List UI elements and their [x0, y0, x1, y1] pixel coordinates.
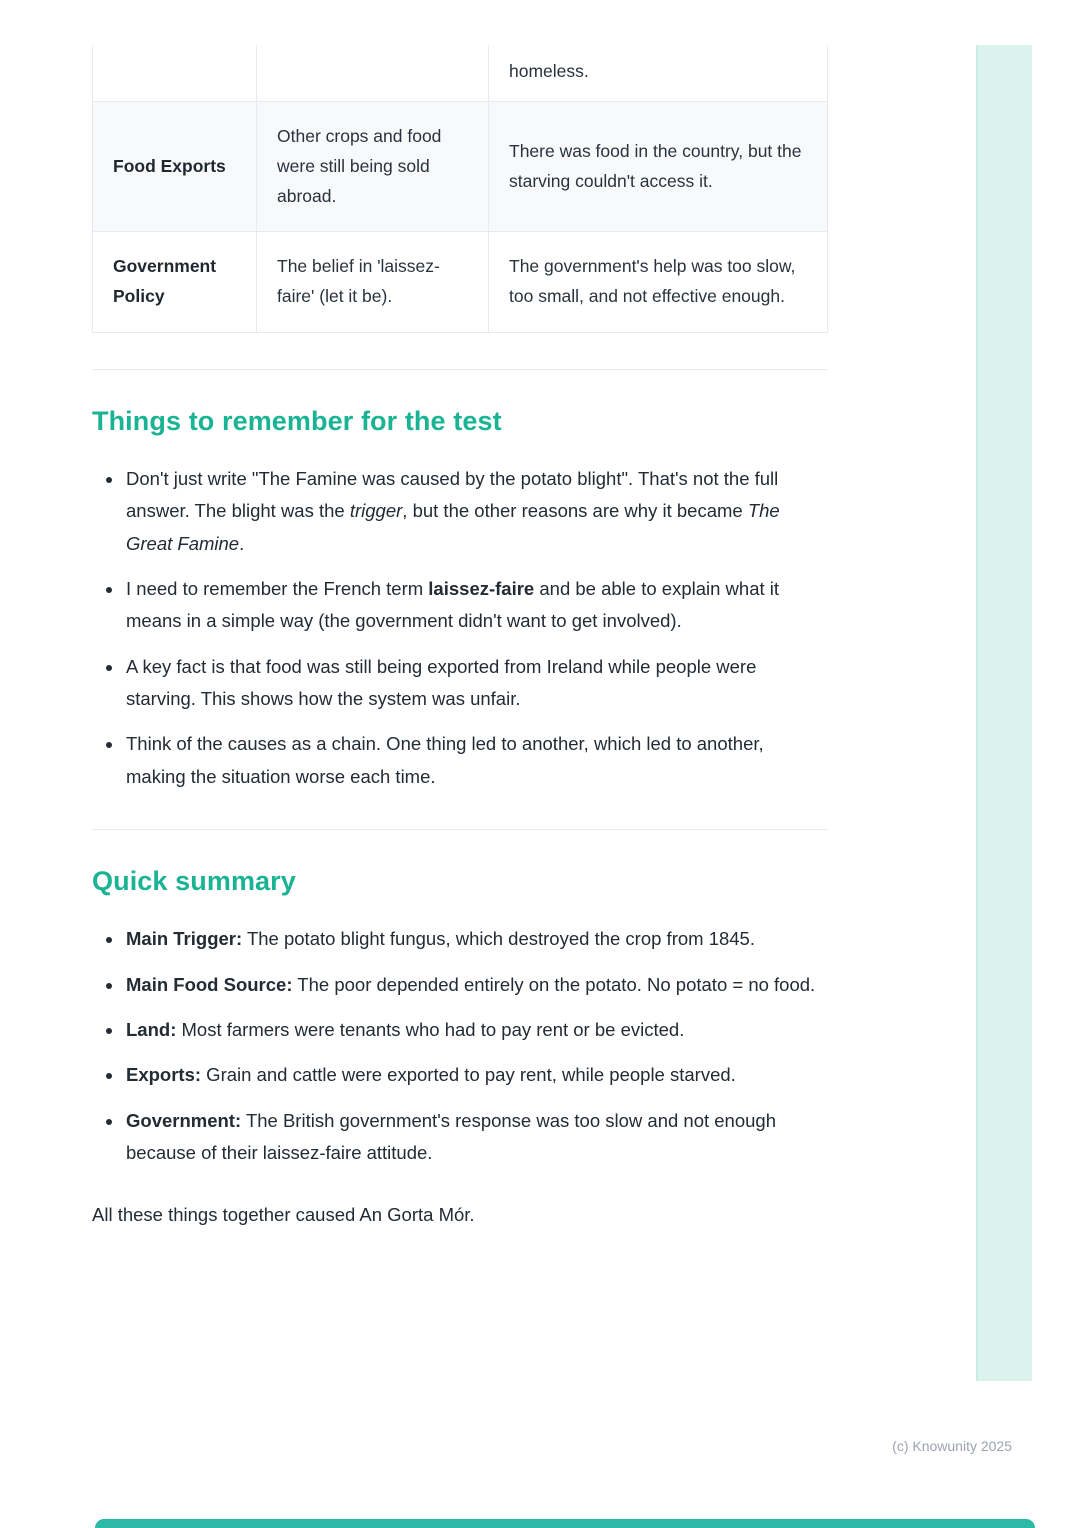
closing-paragraph: All these things together caused An Gorta Mór. — [92, 1204, 475, 1226]
table-cell: Food Exports — [93, 102, 257, 231]
list-item-text: A key fact is that food was still being exported from Ireland while people were starving. This shows how the system was unfair. — [126, 655, 757, 709]
table-row-partial — [93, 45, 827, 102]
table-cell: Government Policy — [93, 232, 257, 332]
list-item-text: . — [239, 532, 245, 554]
list-item-text: The potato blight fungus, which destroyed the crop from 1845. — [242, 928, 755, 950]
list-item — [124, 573, 828, 638]
list-item — [124, 651, 828, 716]
section-quick-summary — [92, 866, 828, 1169]
list-item-text: trigger — [349, 500, 403, 522]
next-page-top-edge — [95, 1519, 1035, 1528]
list-item-text: Grain and cattle were exported to pay rent, while people starved. — [201, 1064, 736, 1086]
list-item-text: Exports: — [126, 1064, 202, 1086]
list-item-text: Main Trigger: — [126, 928, 243, 950]
copyright-text: (c) Knowunity 2025 — [892, 1438, 1012, 1454]
list-item-text: Most farmers were tenants who had to pay rent or be evicted. — [176, 1018, 685, 1040]
side-stripe — [976, 45, 1032, 1381]
causes-table — [92, 45, 828, 333]
list-item-text: , but the other reasons are why it became — [402, 500, 748, 522]
table-cell — [93, 45, 257, 101]
list-item — [124, 923, 828, 955]
table-cell: There was food in the country, but the starving couldn't access it. — [509, 140, 802, 191]
list-item — [124, 463, 828, 560]
list-item-text: The poor depended entirely on the potato. No potato = no food. — [292, 973, 816, 995]
bullet-list — [92, 923, 828, 1169]
list-item-text: and be able to explain what it means in a simple way (the government didn't want to get involved). — [126, 577, 780, 632]
list-item — [124, 969, 828, 1001]
list-item-text: Land: — [126, 1018, 177, 1040]
list-item-text: I need to remember the French term — [126, 577, 429, 599]
table-row — [93, 102, 827, 232]
table-body — [93, 102, 827, 332]
table-cell: Other crops and food were still being sold abroad. — [257, 102, 489, 231]
table-cell: The belief in 'laissez-faire' (let it be). — [257, 232, 489, 332]
bullet-list — [92, 463, 828, 793]
list-item — [124, 728, 828, 793]
list-item — [124, 1105, 828, 1170]
list-item-text: Main Food Source: — [126, 973, 293, 995]
section-heading: Quick summary — [92, 866, 296, 897]
list-item — [124, 1059, 828, 1091]
list-item-text: Don't just write "The Famine was caused by the potato blight". That's not the full answer. The blight was the — [126, 467, 779, 522]
list-item-text: The Great Famine — [126, 500, 780, 554]
list-item-text: Government: — [126, 1109, 242, 1131]
table-row — [93, 232, 827, 332]
table-cell — [257, 45, 489, 101]
section-heading: Things to remember for the test — [92, 405, 502, 436]
table-cell: homeless. — [509, 61, 589, 82]
content-area — [92, 45, 828, 1232]
section-things-to-remember — [92, 406, 828, 793]
list-item-text: The British government's response was too slow and not enough because of their laissez-faire attitude. — [126, 1109, 777, 1163]
list-item-text: laissez-faire — [428, 577, 535, 599]
divider — [92, 369, 828, 370]
list-item-text: Think of the causes as a chain. One thing led to another, which led to another, making the situation worse each time. — [126, 733, 764, 787]
table-cell: The government's help was too slow, too small, and not effective enough. — [509, 256, 796, 306]
list-item — [124, 1014, 828, 1046]
divider — [92, 829, 828, 830]
